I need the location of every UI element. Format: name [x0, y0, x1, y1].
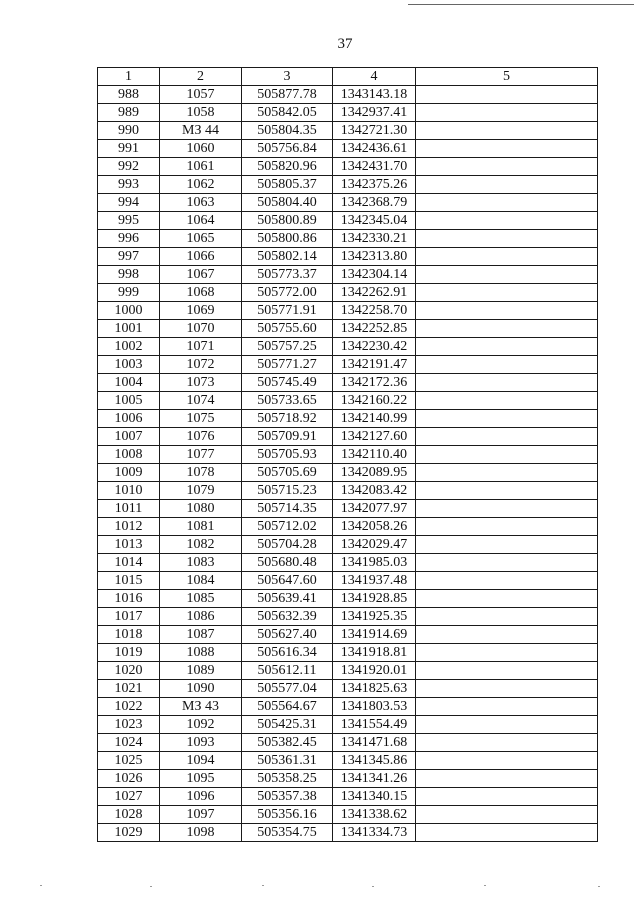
table-cell-col-2: 1062 [160, 176, 242, 194]
table-cell-col-5 [416, 590, 598, 608]
table-cell-col-2: 1060 [160, 140, 242, 158]
scan-speck [484, 885, 486, 886]
table-cell-col-5 [416, 788, 598, 806]
table-cell-col-2: 1090 [160, 680, 242, 698]
table-cell-col-3: 505357.38 [242, 788, 333, 806]
table-cell-col-2: 1072 [160, 356, 242, 374]
table-cell-col-5 [416, 662, 598, 680]
table-cell-col-2: 1070 [160, 320, 242, 338]
table-cell-col-3: 505632.39 [242, 608, 333, 626]
table-cell-col-1: 995 [98, 212, 160, 230]
page-number: 37 [337, 36, 353, 52]
table-cell-col-5 [416, 266, 598, 284]
table-row [98, 356, 598, 374]
table-cell-col-3: 505577.04 [242, 680, 333, 698]
table-cell-col-1: 1026 [98, 770, 160, 788]
table-cell-col-4: 1342127.60 [333, 428, 416, 446]
table-cell-col-3: 505361.31 [242, 752, 333, 770]
table-cell-col-4: 1342313.80 [333, 248, 416, 266]
table-cell-col-3: 505715.23 [242, 482, 333, 500]
table-cell-col-3: 505800.86 [242, 230, 333, 248]
table-cell-col-3: 505772.00 [242, 284, 333, 302]
table-cell-col-2: 1074 [160, 392, 242, 410]
table-cell-col-3: 505616.34 [242, 644, 333, 662]
table-row [98, 662, 598, 680]
table-cell-col-1: 1020 [98, 662, 160, 680]
table-row [98, 122, 598, 140]
table-cell-col-3: 505564.67 [242, 698, 333, 716]
table-cell-col-5 [416, 140, 598, 158]
table-cell-col-4: 1342431.70 [333, 158, 416, 176]
table-cell-col-1: 1022 [98, 698, 160, 716]
table-header-row [98, 68, 598, 86]
table-cell-col-4: 1341338.62 [333, 806, 416, 824]
table-cell-col-1: 1025 [98, 752, 160, 770]
table-cell-col-5 [416, 518, 598, 536]
table-cell-col-1: 1013 [98, 536, 160, 554]
table-cell-col-4: 1341471.68 [333, 734, 416, 752]
table-cell-col-4: 1341803.53 [333, 698, 416, 716]
table-cell-col-5 [416, 734, 598, 752]
table-cell-col-3: 505756.84 [242, 140, 333, 158]
table-cell-col-5 [416, 248, 598, 266]
table-cell-col-1: 1028 [98, 806, 160, 824]
table-row [98, 500, 598, 518]
table-cell-col-1: 1018 [98, 626, 160, 644]
table-cell-col-3: 505705.69 [242, 464, 333, 482]
table-row [98, 464, 598, 482]
table-cell-col-2: 1063 [160, 194, 242, 212]
table-cell-col-2: 1078 [160, 464, 242, 482]
table-cell-col-2: 1082 [160, 536, 242, 554]
table-cell-col-5 [416, 428, 598, 446]
table-cell-col-1: 990 [98, 122, 160, 140]
table-cell-col-3: 505356.16 [242, 806, 333, 824]
table-cell-col-2: 1096 [160, 788, 242, 806]
column-header-1: 1 [98, 68, 160, 86]
table-cell-col-2: МЗ 43 [160, 698, 242, 716]
table-cell-col-4: 1342089.95 [333, 464, 416, 482]
column-header-3: 3 [242, 68, 333, 86]
table-cell-col-4: 1341925.35 [333, 608, 416, 626]
table-cell-col-1: 1015 [98, 572, 160, 590]
table-cell-col-2: 1085 [160, 590, 242, 608]
table-row [98, 194, 598, 212]
table-cell-col-3: 505820.96 [242, 158, 333, 176]
table-cell-col-2: 1073 [160, 374, 242, 392]
table-row [98, 158, 598, 176]
table-cell-col-4: 1341345.86 [333, 752, 416, 770]
table-cell-col-3: 505705.93 [242, 446, 333, 464]
table-cell-col-5 [416, 104, 598, 122]
table-cell-col-2: 1098 [160, 824, 242, 842]
table-cell-col-1: 1004 [98, 374, 160, 392]
table-cell-col-2: 1067 [160, 266, 242, 284]
table-cell-col-2: 1087 [160, 626, 242, 644]
table-cell-col-4: 1341341.26 [333, 770, 416, 788]
table-cell-col-4: 1342191.47 [333, 356, 416, 374]
table-row [98, 428, 598, 446]
table-cell-col-4: 1341914.69 [333, 626, 416, 644]
table-row [98, 104, 598, 122]
table-row [98, 608, 598, 626]
coordinates-table [97, 67, 598, 842]
table-cell-col-4: 1342058.26 [333, 518, 416, 536]
table-cell-col-2: 1093 [160, 734, 242, 752]
table-cell-col-4: 1342029.47 [333, 536, 416, 554]
table-cell-col-3: 505718.92 [242, 410, 333, 428]
table-cell-col-4: 1342262.91 [333, 284, 416, 302]
table-cell-col-4: 1343143.18 [333, 86, 416, 104]
table-cell-col-3: 505773.37 [242, 266, 333, 284]
table-cell-col-4: 1342436.61 [333, 140, 416, 158]
table-cell-col-1: 1019 [98, 644, 160, 662]
table-cell-col-5 [416, 464, 598, 482]
table-cell-col-5 [416, 482, 598, 500]
table-row [98, 86, 598, 104]
table-row [98, 518, 598, 536]
table-cell-col-2: 1084 [160, 572, 242, 590]
table-cell-col-3: 505771.91 [242, 302, 333, 320]
table-row [98, 446, 598, 464]
table-cell-col-1: 1014 [98, 554, 160, 572]
table-cell-col-3: 505805.37 [242, 176, 333, 194]
table-cell-col-3: 505804.35 [242, 122, 333, 140]
table-cell-col-2: 1095 [160, 770, 242, 788]
table-cell-col-3: 505733.65 [242, 392, 333, 410]
table-cell-col-3: 505612.11 [242, 662, 333, 680]
table-cell-col-3: 505382.45 [242, 734, 333, 752]
table-cell-col-1: 1005 [98, 392, 160, 410]
scan-speck [262, 885, 264, 886]
table-cell-col-5 [416, 698, 598, 716]
table-cell-col-1: 1008 [98, 446, 160, 464]
table-cell-col-5 [416, 410, 598, 428]
table-row [98, 734, 598, 752]
table-cell-col-5 [416, 770, 598, 788]
table-row [98, 392, 598, 410]
table-row [98, 698, 598, 716]
table-cell-col-1: 997 [98, 248, 160, 266]
table-row [98, 788, 598, 806]
table-cell-col-5 [416, 500, 598, 518]
table-cell-col-2: 1061 [160, 158, 242, 176]
table-cell-col-2: 1071 [160, 338, 242, 356]
table-cell-col-4: 1342304.14 [333, 266, 416, 284]
table-cell-col-1: 1016 [98, 590, 160, 608]
table-cell-col-1: 1001 [98, 320, 160, 338]
table-cell-col-2: 1064 [160, 212, 242, 230]
table-row [98, 554, 598, 572]
table-cell-col-1: 1027 [98, 788, 160, 806]
table-cell-col-5 [416, 212, 598, 230]
table-cell-col-1: 991 [98, 140, 160, 158]
table-cell-col-3: 505714.35 [242, 500, 333, 518]
table-cell-col-1: 1000 [98, 302, 160, 320]
table-row [98, 680, 598, 698]
table-cell-col-5 [416, 626, 598, 644]
scan-speck [598, 886, 600, 887]
table-cell-col-1: 1010 [98, 482, 160, 500]
table-cell-col-4: 1342230.42 [333, 338, 416, 356]
table-cell-col-5 [416, 302, 598, 320]
table-cell-col-4: 1341334.73 [333, 824, 416, 842]
table-cell-col-5 [416, 824, 598, 842]
table-cell-col-3: 505804.40 [242, 194, 333, 212]
table-cell-col-4: 1341918.81 [333, 644, 416, 662]
table-row [98, 338, 598, 356]
table-cell-col-5 [416, 716, 598, 734]
table-cell-col-2: 1094 [160, 752, 242, 770]
table-cell-col-3: 505757.25 [242, 338, 333, 356]
scan-speck [40, 885, 42, 886]
table-cell-col-1: 1009 [98, 464, 160, 482]
table-cell-col-5 [416, 338, 598, 356]
table-cell-col-1: 1021 [98, 680, 160, 698]
table-cell-col-4: 1341920.01 [333, 662, 416, 680]
table-cell-col-3: 505800.89 [242, 212, 333, 230]
table-cell-col-5 [416, 86, 598, 104]
table-cell-col-4: 1342160.22 [333, 392, 416, 410]
column-header-4: 4 [333, 68, 416, 86]
table-cell-col-4: 1342330.21 [333, 230, 416, 248]
table-cell-col-3: 505647.60 [242, 572, 333, 590]
table-cell-col-3: 505709.91 [242, 428, 333, 446]
table-cell-col-4: 1342083.42 [333, 482, 416, 500]
table-cell-col-1: 1024 [98, 734, 160, 752]
table-cell-col-3: 505877.78 [242, 86, 333, 104]
table-cell-col-4: 1342258.70 [333, 302, 416, 320]
table-cell-col-1: 1003 [98, 356, 160, 374]
table-row [98, 590, 598, 608]
table-cell-col-2: 1076 [160, 428, 242, 446]
table-cell-col-4: 1341554.49 [333, 716, 416, 734]
table-row [98, 176, 598, 194]
table-cell-col-3: 505771.27 [242, 356, 333, 374]
table-cell-col-2: 1065 [160, 230, 242, 248]
table-row [98, 320, 598, 338]
table-cell-col-4: 1341985.03 [333, 554, 416, 572]
table-cell-col-3: 505680.48 [242, 554, 333, 572]
table-row [98, 266, 598, 284]
table-cell-col-1: 1017 [98, 608, 160, 626]
table-cell-col-2: 1077 [160, 446, 242, 464]
table-row [98, 824, 598, 842]
table-row [98, 644, 598, 662]
table-cell-col-1: 1029 [98, 824, 160, 842]
table-cell-col-4: 1342375.26 [333, 176, 416, 194]
table-cell-col-5 [416, 284, 598, 302]
table-row [98, 752, 598, 770]
table-cell-col-4: 1341340.15 [333, 788, 416, 806]
table-cell-col-4: 1342172.36 [333, 374, 416, 392]
table-cell-col-2: 1075 [160, 410, 242, 428]
table-row [98, 230, 598, 248]
table-cell-col-5 [416, 158, 598, 176]
table-row [98, 536, 598, 554]
table-cell-col-4: 1342252.85 [333, 320, 416, 338]
table-row [98, 302, 598, 320]
table-cell-col-2: 1080 [160, 500, 242, 518]
table-cell-col-5 [416, 356, 598, 374]
table-cell-col-2: 1088 [160, 644, 242, 662]
table-cell-col-2: 1086 [160, 608, 242, 626]
column-header-2: 2 [160, 68, 242, 86]
column-header-5: 5 [416, 68, 598, 86]
table-cell-col-4: 1342110.40 [333, 446, 416, 464]
table-row [98, 572, 598, 590]
table-cell-col-2: 1068 [160, 284, 242, 302]
table-cell-col-5 [416, 680, 598, 698]
table-cell-col-4: 1341825.63 [333, 680, 416, 698]
table-cell-col-5 [416, 752, 598, 770]
table-cell-col-1: 993 [98, 176, 160, 194]
table-cell-col-5 [416, 554, 598, 572]
table-cell-col-4: 1342368.79 [333, 194, 416, 212]
scan-speck [150, 886, 152, 887]
table-cell-col-5 [416, 230, 598, 248]
table-cell-col-3: 505354.75 [242, 824, 333, 842]
table-cell-col-5 [416, 374, 598, 392]
table-row [98, 410, 598, 428]
table-cell-col-3: 505745.49 [242, 374, 333, 392]
table-cell-col-1: 998 [98, 266, 160, 284]
table-row [98, 248, 598, 266]
table-cell-col-2: 1092 [160, 716, 242, 734]
table-cell-col-5 [416, 572, 598, 590]
table-cell-col-5 [416, 320, 598, 338]
table-cell-col-3: 505755.60 [242, 320, 333, 338]
table-cell-col-4: 1342077.97 [333, 500, 416, 518]
table-cell-col-3: 505712.02 [242, 518, 333, 536]
table-cell-col-3: 505842.05 [242, 104, 333, 122]
table-cell-col-4: 1342345.04 [333, 212, 416, 230]
table-cell-col-5 [416, 446, 598, 464]
table-cell-col-4: 1342937.41 [333, 104, 416, 122]
table-cell-col-1: 992 [98, 158, 160, 176]
table-row [98, 374, 598, 392]
table-cell-col-1: 994 [98, 194, 160, 212]
table-cell-col-2: МЗ 44 [160, 122, 242, 140]
table-cell-col-1: 999 [98, 284, 160, 302]
table-row [98, 212, 598, 230]
table-cell-col-3: 505704.28 [242, 536, 333, 554]
table-cell-col-5 [416, 536, 598, 554]
top-rule [408, 4, 634, 5]
table-cell-col-3: 505802.14 [242, 248, 333, 266]
table-cell-col-5 [416, 122, 598, 140]
table-cell-col-2: 1058 [160, 104, 242, 122]
table-cell-col-3: 505627.40 [242, 626, 333, 644]
table-cell-col-1: 1023 [98, 716, 160, 734]
table-cell-col-4: 1341937.48 [333, 572, 416, 590]
table-cell-col-4: 1341928.85 [333, 590, 416, 608]
table-cell-col-4: 1342140.99 [333, 410, 416, 428]
table-body [98, 86, 598, 842]
table-row [98, 806, 598, 824]
table-cell-col-1: 1007 [98, 428, 160, 446]
table-cell-col-2: 1083 [160, 554, 242, 572]
table-cell-col-5 [416, 176, 598, 194]
table-cell-col-1: 996 [98, 230, 160, 248]
table-cell-col-2: 1081 [160, 518, 242, 536]
table-cell-col-2: 1097 [160, 806, 242, 824]
table-cell-col-1: 1011 [98, 500, 160, 518]
table-row [98, 284, 598, 302]
table-cell-col-4: 1342721.30 [333, 122, 416, 140]
table-cell-col-1: 1002 [98, 338, 160, 356]
table-cell-col-2: 1057 [160, 86, 242, 104]
table-row [98, 140, 598, 158]
table-cell-col-5 [416, 194, 598, 212]
table-row [98, 716, 598, 734]
scan-speck [372, 886, 374, 887]
table-cell-col-5 [416, 806, 598, 824]
table-cell-col-1: 988 [98, 86, 160, 104]
table-row [98, 770, 598, 788]
table-cell-col-5 [416, 392, 598, 410]
table-cell-col-2: 1069 [160, 302, 242, 320]
table-cell-col-1: 989 [98, 104, 160, 122]
table-cell-col-5 [416, 608, 598, 626]
table-cell-col-5 [416, 644, 598, 662]
table-cell-col-2: 1079 [160, 482, 242, 500]
table-cell-col-2: 1089 [160, 662, 242, 680]
table-cell-col-2: 1066 [160, 248, 242, 266]
table-cell-col-3: 505639.41 [242, 590, 333, 608]
table-row [98, 482, 598, 500]
table-cell-col-3: 505358.25 [242, 770, 333, 788]
table-row [98, 626, 598, 644]
table-cell-col-1: 1012 [98, 518, 160, 536]
table-cell-col-3: 505425.31 [242, 716, 333, 734]
table-cell-col-1: 1006 [98, 410, 160, 428]
